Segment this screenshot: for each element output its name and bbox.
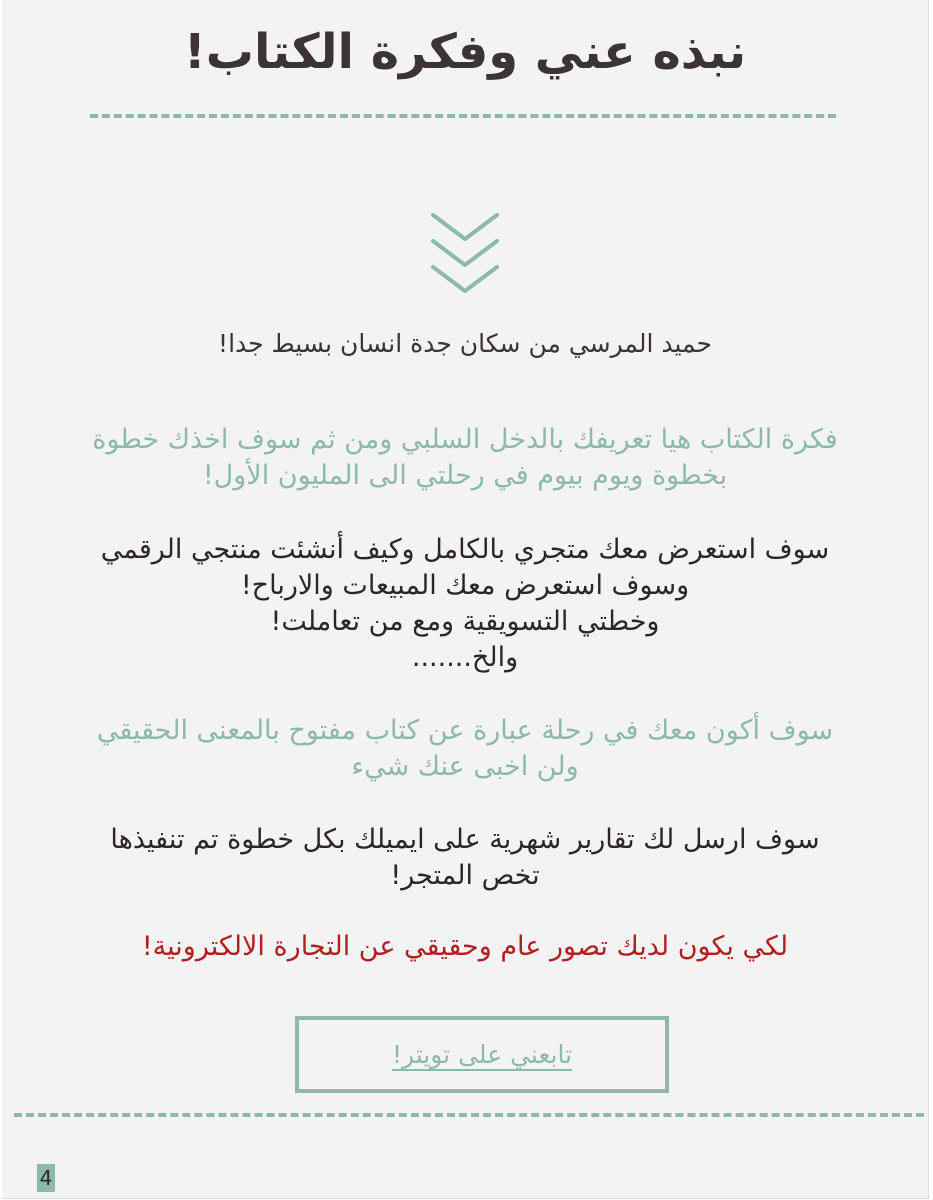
store-line-2: وسوف استعرض معك المبيعات والارباح!: [240, 570, 690, 601]
page-number-badge: 4: [37, 1164, 55, 1192]
store-line-1: سوف استعرض معك متجري بالكامل وكيف أنشئت منتجي الرقمي: [100, 534, 830, 565]
intro-line: حميد المرسي من سكان جدة انسان بسيط جدا!: [218, 329, 712, 358]
top-dashed-divider: [90, 114, 836, 118]
journey-line-2: ولن اخبى عنك شيء: [351, 751, 579, 782]
reports-line-2: تخص المتجر!: [390, 860, 540, 891]
follow-twitter-button[interactable]: [295, 1016, 669, 1093]
journey-line-1: سوف أكون معك في رحلة عبارة عن كتاب مفتوح بالمعنى الحقيقي: [96, 715, 834, 746]
intro-text: [22, 326, 908, 362]
store-line-4: والخ.......: [411, 642, 519, 673]
document-page: [2, 0, 929, 1199]
highlight-text: [22, 929, 908, 965]
highlight-line: لكي يكون لديك تصور عام وحقيقي عن التجارة الالكترونية!: [141, 931, 789, 962]
book-idea-line-2: بخطوة ويوم بيوم في رحلتي الى المليون الأول!: [202, 460, 728, 491]
book-idea-line-1: فكرة الكتاب هيا تعريفك بالدخل السلبي ومن ثم سوف اخذك خطوة: [92, 424, 838, 455]
page-title: نبذه عني وفكرة الكتاب!: [183, 24, 747, 80]
bottom-dashed-divider: [14, 1113, 924, 1117]
triple-chevron-down-icon: [430, 210, 500, 300]
store-line-3: وخطتي التسويقية ومع من تعاملت!: [270, 606, 660, 637]
journey-paragraph: [22, 713, 908, 785]
book-idea-paragraph: [22, 422, 908, 494]
follow-twitter-link[interactable]: تابعني على تويتر!: [391, 1040, 573, 1069]
reports-line-1: سوف ارسل لك تقارير شهرية على ايميلك بكل خطوة تم تنفيذها: [110, 824, 820, 855]
reports-paragraph: [22, 822, 908, 894]
store-paragraph: [22, 532, 908, 676]
